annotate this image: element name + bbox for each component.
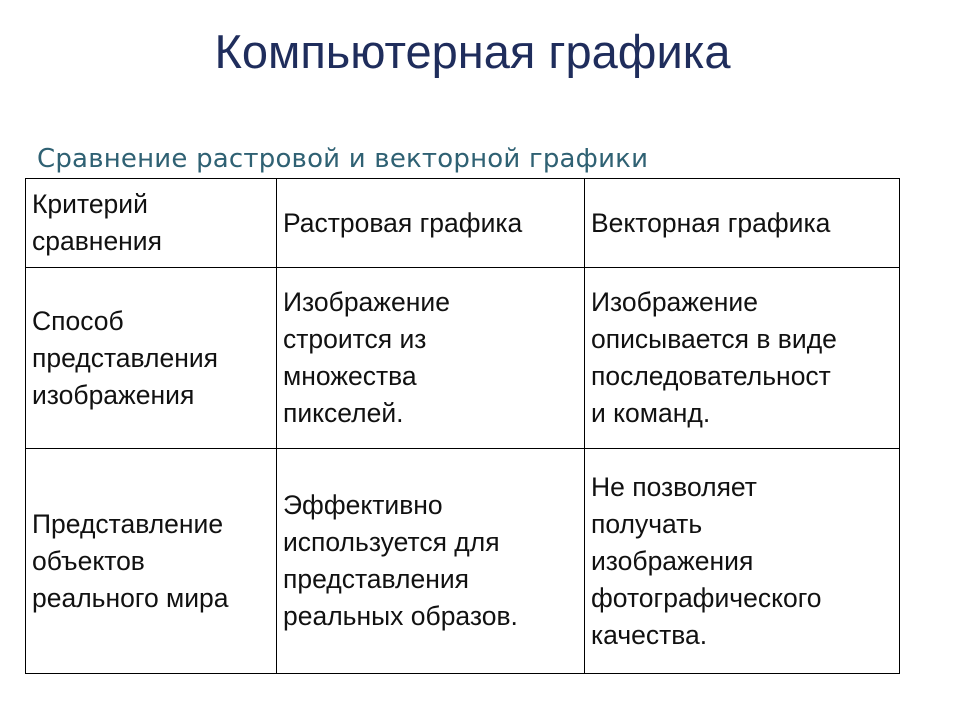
- header-criterion: Критерий сравнения: [26, 179, 277, 268]
- row-vector-cell: Изображение описывается в виде последовательност и команд.: [585, 268, 900, 449]
- row-criterion: Представление объектов реального мира: [26, 449, 277, 674]
- header-vector: Векторная графика: [585, 179, 900, 268]
- row-raster-cell: Эффективно используется для представления реальных образов.: [277, 449, 585, 674]
- row-vector-cell: Не позволяет получать изображения фотографического качества.: [585, 449, 900, 674]
- table-row: [26, 268, 900, 449]
- table-header-row: [26, 179, 900, 268]
- slide-title: Компьютерная графика: [214, 25, 731, 78]
- comparison-table: [25, 178, 900, 674]
- header-raster: Растровая графика: [277, 179, 585, 268]
- slide-subtitle: Сравнение растровой и векторной графики: [37, 144, 649, 174]
- row-raster-cell: Изображение строится из множества пикселей.: [277, 268, 585, 449]
- table-row: [26, 449, 900, 674]
- row-criterion: Способ представления изображения: [26, 268, 277, 449]
